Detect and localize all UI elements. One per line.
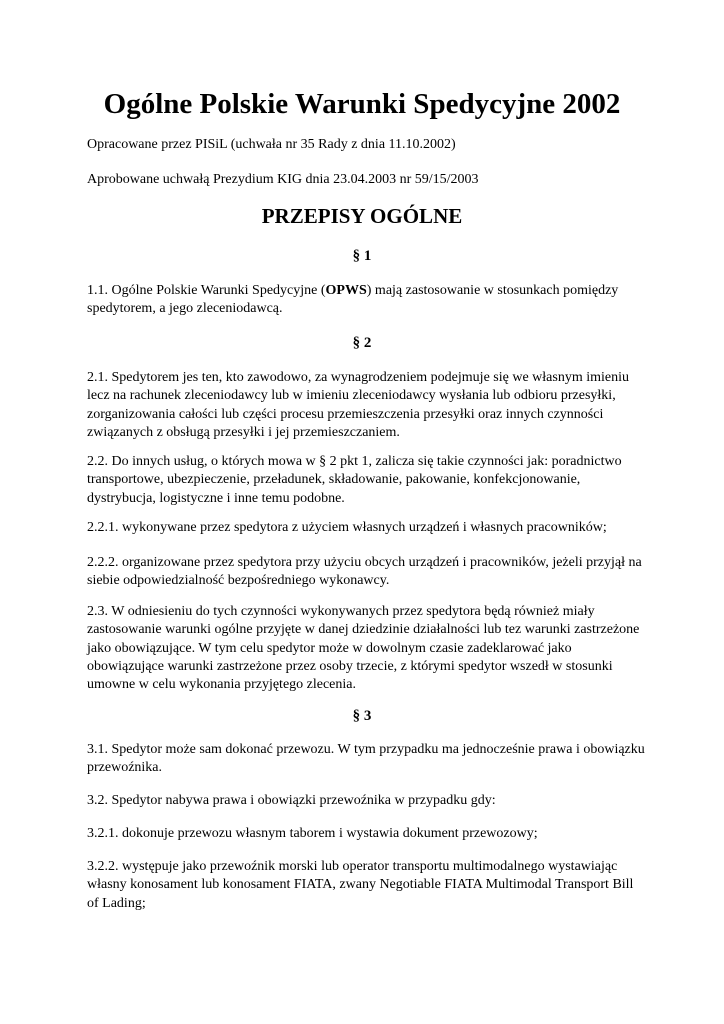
paragraph-sign-1: § 1 [352,248,372,264]
paragraph-1-1-text-start: 1.1. Ogólne Polskie Warunki Spedycyjne ( [87,283,326,298]
paragraph-2-2-2: 2.2.2. organizowane przez spedytora przy użyciu obcych urządzeń i pracowników, jeżeli przyjął na siebie odpowiedzialność bezpośredniego wykonawcy. [87,555,642,589]
paragraph-3-2: 3.2. Spedytor nabywa prawa i obowiązki przewoźnika w przypadku gdy: [87,793,496,808]
section-heading: PRZEPISY OGÓLNE [261,204,463,228]
paragraph-sign-2: § 2 [352,335,372,351]
approved-by-line: Aprobowane uchwałą Prezydium KIG dnia 23.04.2003 nr 59/15/2003 [87,172,479,187]
opws-abbreviation: OPWS [325,283,367,298]
prepared-by-line: Opracowane przez PISiL (uchwała nr 35 Rady z dnia 11.10.2002) [87,137,456,152]
paragraph-2-3: 2.3. W odniesieniu do tych czynności wykonywanych przez spedytora będą również miały zastosowanie warunki ogólne przyjęte w danej dziedzinie działalności lub tez warunki zastrzeżone jako obowiązujące. W tym celu spedytor może w dowolnym czasie zadeklarować jako obowiązujące warunki zastrzeżone przez osoby trzecie, z którymi spedytor wszedł w stosunki umowne w celu wykonania przyjętego zlecenia. [87,604,640,693]
paragraph-3-2-2: 3.2.2. występuje jako przewoźnik morski lub operator transportu multimodalnego wystawiając własny konosament lub konosament FIATA, zwany Negotiable FIATA Multimodal Transport Bill of Lading; [87,859,634,911]
paragraph-2-1: 2.1. Spedytorem jes ten, kto zawodowo, za wynagrodzeniem podejmuje się we własnym imieniu lecz na rachunek zleceniodawcy lub w imieniu zleceniodawcy wysłania lub odbioru przesyłki, zorganizowania całości lub części procesu przemieszczenia przesyłki oraz innych czynności związanych z obsługą przesyłki i jej przemieszczaniem. [87,370,629,440]
document-title: Ogólne Polskie Warunki Spedycyjne 2002 [103,88,621,120]
paragraph-2-2: 2.2. Do innych usług, o których mowa w § 2 pkt 1, zalicza się takie czynności jak: poradnictwo transportowe, ubezpieczenie, przeładunek, składowanie, pakowanie, konfekcjonowanie, dystrybucja, logistyczne i inne temu podobne. [87,454,622,506]
paragraph-3-1: 3.1. Spedytor może sam dokonać przewozu. W tym przypadku ma jednocześnie prawa i obowiązku przewoźnika. [87,742,645,776]
paragraph-sign-3: § 3 [352,708,372,724]
paragraph-3-2-1: 3.2.1. dokonuje przewozu własnym taborem i wystawia dokument przewozowy; [87,826,538,841]
paragraph-1-1 [87,282,647,319]
paragraph-2-2-1: 2.2.1. wykonywane przez spedytora z użyciem własnych urządzeń i własnych pracowników; [87,520,607,535]
paragraph-1-1-text-end: ) mają zastosowanie w stosunkach pomiędzy spedytorem, a jego zleceniodawcą. [87,283,619,317]
